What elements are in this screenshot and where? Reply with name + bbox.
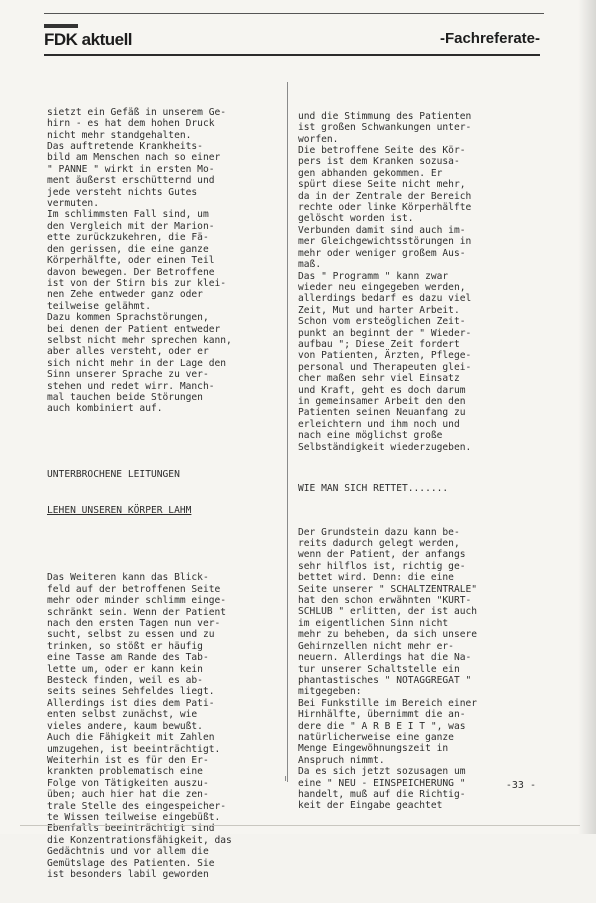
bottom-rule: [20, 825, 580, 826]
right-column: [298, 88, 538, 835]
column-divider: [287, 82, 288, 782]
column-divider-tick: [285, 776, 291, 781]
right-paragraph-1: und die Stimmung des Patienten ist großen Schwankungen unter- worfen. Die betroffene Seite des Kör- pers ist dem Kranken sozusa- gen abhanden gekommen. Er spürt diese Seite nicht mehr, da in der Zentrale der Bereich rechte oder linke Körperhälfte gelöscht worden ist. Verbunden damit sind auch im- mer Gleichgewichtsstörungen in mehr oder weniger großem Aus- maß. Das " Programm " kann zwar wieder neu eingegeben werden, allerdings bedarf es dazu viel Zeit, Mut und harter Arbeit. Schon vom ersteöglichen Zeit- punkt an beginnt der " Wieder- aufbau "; Diese Zeit fordert von Patienten, Ärzten, Pflege- personal und Therapeuten glei- cher maßen sehr viel Einsatz und Kraft, geht es doch darum in gemeinsamer Arbeit den den Patienten seinen Neuanfang zu erleichtern und ihm noch und nach eine möglichst große Selbständigkeit wiederzugeben.: [298, 110, 472, 453]
left-column: [47, 84, 282, 903]
header-title-right: -Fachreferate-: [439, 30, 540, 47]
left-heading-line-1: UNTERBROCHENE LEITUNGEN: [47, 468, 180, 480]
header-rule: [44, 54, 540, 56]
header-title-left: FDK aktuell: [44, 30, 133, 49]
page-number: -33 -: [505, 780, 536, 791]
right-paragraph-2: Der Grundstein dazu kann be- reits dadurch gelegt werden, wenn der Patient, der anfangs sehr hilflos ist, richtig ge- bettet wird. Denn: die eine Seite unserer " SCHALTZENTRALE" hat den schon erwähnten "KURT- SCHLUB " erlitten, der ist auch im eigentlichen Sinn nicht mehr zu beheben, da sich unsere Gehirnzellen nicht mehr er- neuern. Allerdings hat die Na- tur unserer Schaltstelle ein phantastisches " NOTAGGREGAT " mitgegeben: Bei Funkstille im Bereich einer Hirnhälfte, übernimmt die an- dere die " A R B E I T ", was natürlicherweise eine ganze Menge Eingewöhnungszeit in Anspruch nimmt. Da es sich jetzt sozusagen um eine " NEU - EINSPEICHERUNG " handelt, muß auf die Richtig- keit der Eingabe geachtet: [298, 526, 478, 812]
top-rule: [44, 13, 544, 14]
header-mark: [44, 24, 78, 28]
left-paragraph-1: sietzt ein Gefäß in unserem Ge- hirn - es hat dem hohen Druck nicht mehr standgehalten. Das auftretende Krankheits- bild am Menschen nach so einer " PANNE " wirkt in ersten Mo- ment äußerst erschütternd und jede versteht nichts Gutes vermuten. Im schlimmsten Fall sind, um den Vergleich mit der Marion- ette zurückzukehren, die Fä- den gerissen, die eine ganze Körperhälfte, oder einen Teil davon bewegen. Der Betroffene ist von der Stirn bis zur klei- nen Zehe entweder ganz oder teilweise gelähmt. Dazu kommen Sprachstörungen, bei denen der Patient entweder selbst nicht mehr sprechen kann, aber alles versteht, oder er sich nicht mehr in der Lage den Sinn unserer Sprache zu ver- stehen und redet wirr. Manch- mal tauchen beide Störungen auch kombiniert auf.: [47, 106, 232, 415]
right-section-heading: WIE MAN SICH RETTET.......: [298, 482, 449, 494]
left-paragraph-2: Das Weiteren kann das Blick- feld auf der betroffenen Seite mehr oder minder schlimm einge- schränkt sein. Wenn der Patient nach den ersten Tagen nun ver- sucht, selbst zu essen und zu trinken, so stößt er häufig eine Tasse am Rande des Tab- lette um, oder er kann kein Besteck finden, weil es ab- seits seines Sehfeldes liegt. Allerdings ist dies dem Pati- enten selbst zunächst, wie vieles andere, kaum bewußt. Auch die Fähigkeit mit Zahlen umzugehen, ist beeinträchtigt. Weiterhin ist es für den Er- krankten problematisch eine Folge von Tätigkeiten auszu- üben; auch hier hat die zen- trale Stelle des eingespeicher- te Wissen teilweise eingebüßt. Ebenfalls beeinträchtigt sind die Konzentrationsfähigkeit, das Gedächtnis und vor allem die Gemütslage des Patienten. Sie ist besonders labil geworden: [47, 572, 232, 880]
left-heading-line-2: LEHEN UNSEREN KÖRPER LAHM: [47, 504, 192, 516]
page-header: [44, 24, 540, 54]
page-edge-shadow: [578, 0, 596, 834]
left-section-heading: [47, 445, 282, 541]
